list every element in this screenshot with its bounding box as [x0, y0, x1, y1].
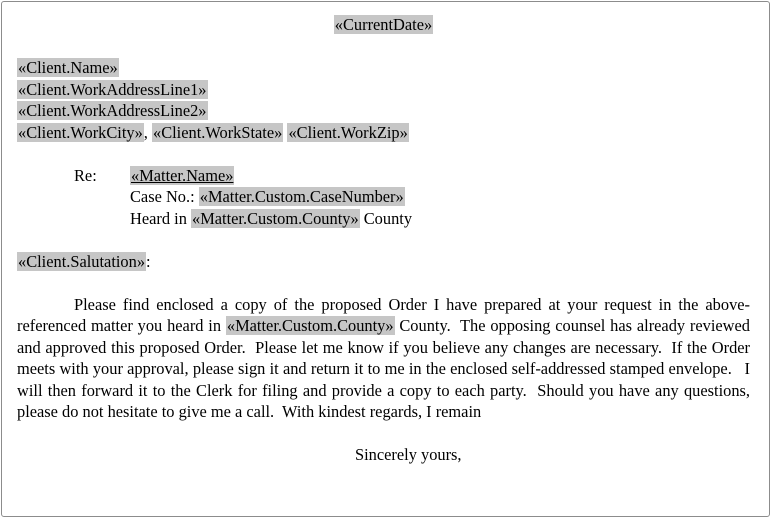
merge-field-work-address-line2[interactable]: «Client.WorkAddressLine2»	[18, 101, 207, 120]
salutation-line	[17, 251, 750, 273]
merge-field-work-state[interactable]: «Client.WorkState»	[153, 122, 283, 142]
re-case-line	[130, 186, 750, 208]
letter-template	[17, 14, 755, 466]
address-city-line	[17, 122, 750, 144]
merge-field-work-zip[interactable]: «Client.WorkZip»	[288, 122, 408, 142]
address-name-line	[17, 57, 750, 79]
heard-in-label: Heard in	[130, 208, 191, 228]
date-line	[17, 14, 750, 36]
address-separator-comma: ,	[143, 122, 152, 142]
merge-field-work-city[interactable]: «Client.WorkCity»	[18, 122, 143, 142]
re-label: Re:	[74, 165, 97, 185]
blank-line	[17, 36, 750, 58]
closing-line: Sincerely yours,	[355, 445, 462, 464]
re-heard-line	[130, 208, 750, 230]
merge-field-salutation[interactable]: «Client.Salutation»	[18, 251, 146, 271]
merge-field-current-date[interactable]: «CurrentDate»	[334, 15, 433, 34]
re-block	[17, 165, 750, 230]
blank-line	[17, 272, 750, 294]
county-suffix: County	[359, 208, 413, 228]
address-line-2	[17, 100, 750, 122]
document-window	[1, 1, 770, 517]
re-matter-line	[130, 165, 750, 187]
address-line-1	[17, 79, 750, 101]
body-text-part1: Please find enclosed a copy of the proposed Order I have prepared at your request in the above-referenced matter you heard in	[17, 294, 750, 335]
address-block	[17, 57, 750, 143]
case-number-label: Case No.:	[130, 187, 199, 206]
body-text-part2: County. The opposing counsel has already reviewed and approved this proposed Order. Please let me know if you believe any changes are necessary. If the Order meets with your approval, please sign it and return it to me in the enclosed self-addressed stamped envelope. I will then forward it to the Clerk for filing and provide a copy to each party. Should you have any questions, please do not hesitate to give me a call. With kindest regards, I remain	[17, 316, 755, 421]
body-paragraph	[17, 294, 755, 423]
blank-line	[17, 143, 750, 165]
merge-field-county[interactable]: «Matter.Custom.County»	[192, 208, 359, 228]
merge-field-county-body[interactable]: «Matter.Custom.County»	[226, 316, 394, 335]
merge-field-work-address-line1[interactable]: «Client.WorkAddressLine1»	[18, 79, 207, 99]
merge-field-matter-name[interactable]: «Matter.Name»	[131, 165, 234, 185]
salutation-colon: :	[146, 251, 151, 271]
blank-line	[17, 229, 750, 251]
merge-field-case-number[interactable]: «Matter.Custom.CaseNumber»	[199, 187, 404, 206]
merge-field-client-name[interactable]: «Client.Name»	[18, 58, 118, 77]
blank-line	[17, 423, 750, 445]
